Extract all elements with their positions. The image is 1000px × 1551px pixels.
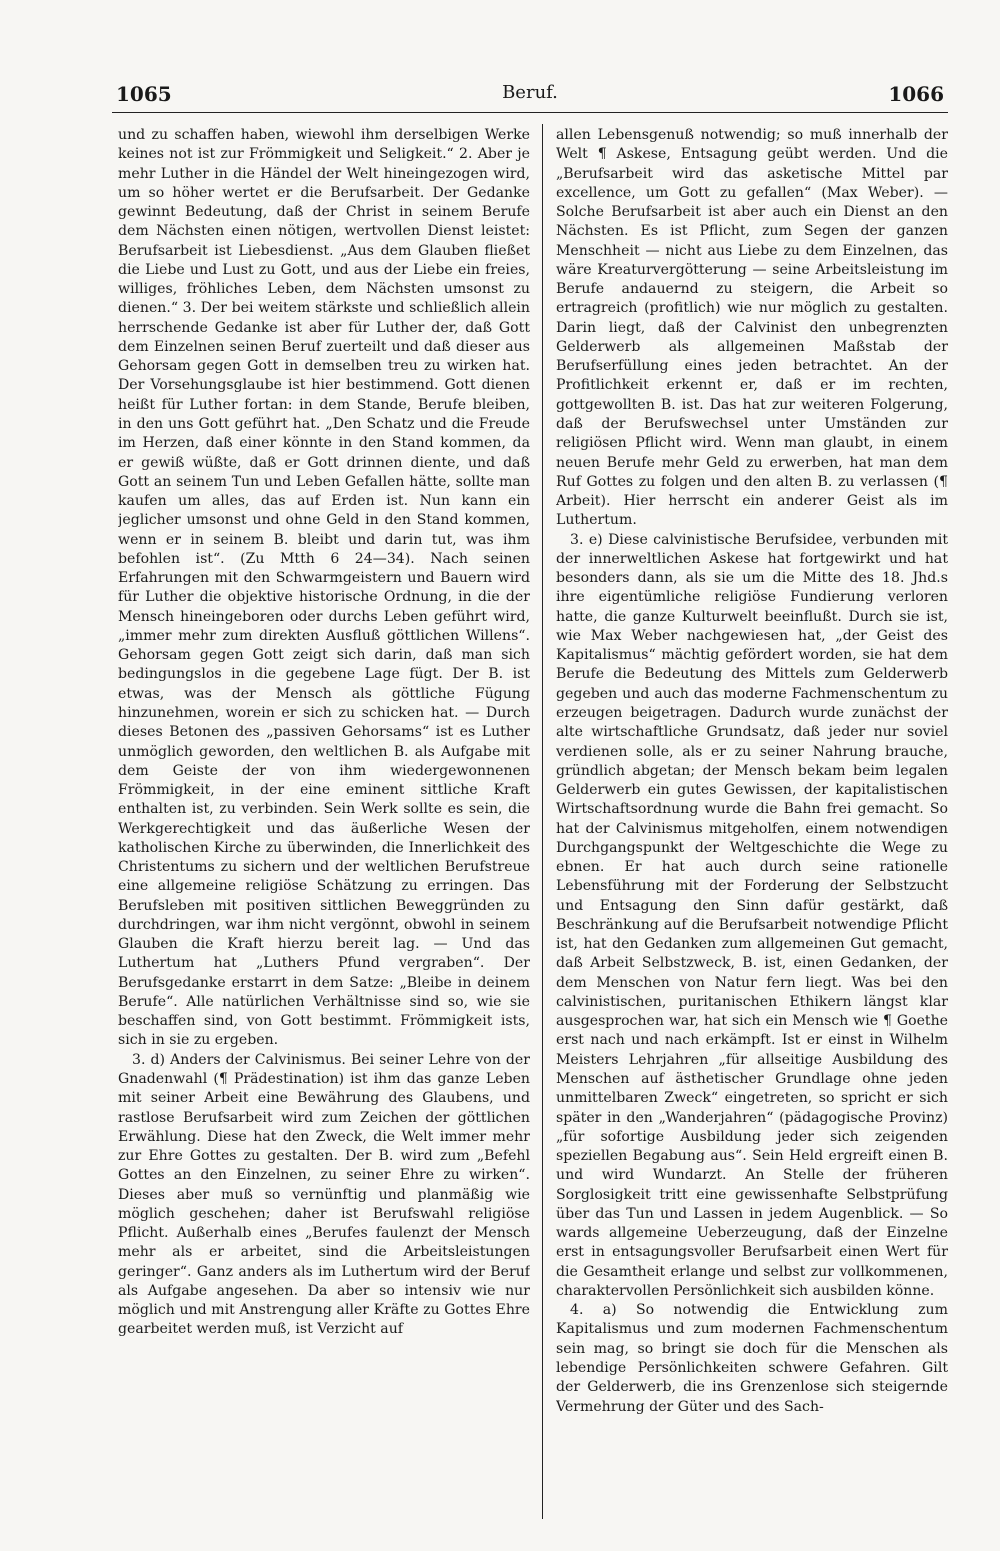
paragraph: allen Lebensgenuß notwendig; so muß innerhalb der Welt ¶ Askese, Entsagung geübt werden. Und die „Berufsarbeit wird das asketische Mittel par excellence, um Gott zu gefallen“ (Max Weber). — Solche Berufsarbeit ist aber auch ein Dienst an den Nächsten. Es ist Pflicht, zum Segen der ganzen Menschheit — nicht aus Liebe zu dem Einzelnen, das wäre Kreaturvergötterung — seine Arbeitsleistung im Berufe andauernd zu steigern, die Arbeit so ertragreich (profitlich) wie nur möglich zu gestalten. Darin liegt, daß der Calvinist den unbegrenzten Gelderwerb als allgemeinen Maßstab der Berufserfüllung eines jeden betrachtet. An der Profitlichkeit erkennt er, daß er im rechten, gottgewollten B. ist. Das hat zur weiteren Folgerung, daß der Berufswechsel unter Umständen zur religiösen Pflicht wird. Wenn man glaubt, in einem neuen Berufe mehr Geld zu erwerben, hat man dem Ruf Gottes zu folgen und den alten B. zu verlassen (¶ Arbeit). Hier herrscht ein anderer Geist als im Luthertum. — [556, 127, 948, 529]
header-title: Beruf. — [502, 82, 558, 103]
left-page-number: 1065 — [116, 82, 172, 106]
paragraph: 3. d) Anders der Calvinismus. Bei seiner Lehre von der Gnadenwahl (¶ Prädestination) ist ihm das ganze Leben mit seiner Arbeit eine Bewährung des Glaubens, und rastlose Berufsarbeit wird zum Zeichen der göttlichen Erwählung. Diese hat den Zweck, die Welt immer mehr zur Ehre Gottes zu gestalten. Der B. wird zum „Befehl Gottes an den Einzelnen, zu seiner Ehre zu wirken“. Dieses aber muß so vernünftig und planmäßig wie möglich geschehen; daher ist Berufswahl religiöse Pflicht. Außerhalb eines „Berufes faulenzt der Mensch mehr als er arbeitet, sind die Arbeitsleistungen geringer“. Ganz anders als im Luthertum wird der Beruf als Aufgabe angesehen. Da aber so intensiv wie nur möglich und mit Anstrengung aller Kräfte zu Gottes Ehre gearbeitet werden muß, ist Verzicht auf — [118, 1051, 530, 1338]
right-page-number: 1066 — [888, 82, 944, 106]
right-column — [556, 126, 948, 1516]
paragraph: und zu schaffen haben, wiewohl ihm derselbigen Werke keines not ist zur Frömmigkeit und Seligkeit.“ 2. Aber je mehr Luther in die Händel der Welt hineingezogen wird, um so höher wertet er die Berufsarbeit. Der Gedanke gewinnt Bedeutung, daß der Christ in seinem Berufe dem Nächsten einen nötigen, wertvollen Dienst leistet: Berufsarbeit ist Liebesdienst. „Aus dem Glauben fließet die Liebe und Lust zu Gott, und aus der Liebe ein freies, williges, fröhliches Leben, dem Nächsten umsonst zu dienen.“ 3. Der bei weitem stärkste und schließlich allein herrschende Gedanke ist aber für Luther der, daß Gott dem Einzelnen seinen Beruf zuerteilt und daß dieser aus Gehorsam gegen Gott in demselben treu zu wirken hat. Der Vorsehungsglaube ist hier bestimmend. Gott dienen heißt für Luther fortan: in dem Stande, Berufe bleiben, in den uns Gott geführt hat. „Den Schatz und die Freude im Herzen, daß einer könnte in den Stand kommen, da er gewiß wüßte, daß er Gott drinnen diente, und daß Gott an seinem Tun und Leben Gefallen hätte, sollte man kaufen um alles, das auf Erden ist. Nun kann ein jeglicher umsonst und ohne Geld in den Stand kommen, wenn er in seinem B. bleibt und darin tut, was ihm befohlen ist“. (Zu Mtth 6 24—34). Nach seinen Erfahrungen mit den Schwarmgeistern und Bauern wird für Luther die objektive historische Ordnung, in die der Mensch hineingeboren oder durchs Leben geführt wird, „immer mehr zum direkten Ausfluß göttlichen Willens“. Gehorsam gegen Gott zeigt sich darin, daß man sich bedingungslos in die gegebene Lage fügt. Der B. ist etwas, was der Mensch als göttliche Fügung hinzunehmen, worein er sich zu schicken hat. — Durch dieses Betonen des „passiven Gehorsams“ ist es Luther unmöglich geworden, den weltlichen B. als Aufgabe mit dem Geiste der von ihm wiedergewonnenen Frömmigkeit, in der eine eminent sittliche Kraft enthalten ist, zu verbinden. Sein Werk sollte es sein, die Werkgerechtigkeit und das äußerliche Wesen der katholischen Kirche zu überwinden, die Innerlichkeit des Christentums zu sichern und der weltlichen Berufstreue eine allgemeine religiöse Schätzung zu erringen. Das Berufsleben mit positiven sittlichen Beweggründen zu durchdringen, war ihm nicht vergönnt, obwohl in seinem Glauben die Kraft hierzu bereit lag. — Und das Luthertum hat „Luthers Pfund vergraben“. Der Berufsgedanke erstarrt in dem Satze: „Bleibe in deinem Berufe“. Alle natürlichen Verhältnisse sind so, wie sie beschaffen sind, von Gott bestimmt. Frömmigkeit ists, sich in sie zu ergeben. — [118, 127, 530, 1049]
running-header — [112, 80, 948, 113]
paragraph: 4. a) So notwendig die Entwicklung zum Kapitalismus und zum modernen Fachmenschentum sein mag, so bringt sie doch für die Menschen als lebendige Persönlichkeiten schwere Gefahren. Gilt der Gelderwerb, die ins Grenzenlose sich steigernde Vermehrung der Güter und des Sach- — [556, 1302, 948, 1415]
paragraph: 3. e) Diese calvinistische Berufsidee, verbunden mit der innerweltlichen Askese hat fortgewirkt und hat besonders dann, als sie um die Mitte des 18. Jhd.s ihre eigentümliche religiöse Fundierung verloren hatte, die ganze Kulturwelt beeinflußt. Durch sie ist, wie Max Weber nachgewiesen hat, „der Geist des Kapitalismus“ mächtig gefördert worden, sie hat dem Berufe die Bedeutung des Mittels zum Gelderwerb gegeben und auch das moderne Fachmenschentum zu erzeugen beigetragen. Dadurch wurde zunächst der alte wirtschaftliche Grundsatz, daß jeder nur soviel verdienen solle, als er zu seiner Nahrung brauche, gründlich abgetan; der Mensch bekam beim legalen Gelderwerb ein gutes Gewissen, der kapitalistischen Wirtschaftsordnung wurde die Bahn frei gemacht. So hat der Calvinismus mitgeholfen, einem notwendigen Durchgangspunkt der Weltgeschichte die Wege zu ebnen. Er hat auch durch seine rationelle Lebensführung mit der Forderung der Selbstzucht und Entsagung den Sinn dafür gestärkt, daß Beschränkung auf die Berufsarbeit notwendige Pflicht ist, hat den Gedanken zum allgemeinen Gut gemacht, daß Arbeit Selbstzweck, B. ist, einen Gedanken, der dem Menschen von Natur fern liegt. Was bei den calvinistischen, puritanischen Ethikern längst klar ausgesprochen war, hat sich ein Mensch wie ¶ Goethe erst nach und nach erkämpft. Ist er einst in Wilhelm Meisters Lehrjahren „für allseitige Ausbildung des Menschen auf ästhetischer Grundlage ohne jeden unmittelbaren Zweck“ eingetreten, so spricht er sich später in den „Wanderjahren“ (pädagogische Provinz) „für sofortige Ausbildung jeder sich zeigenden speziellen Begabung aus“. Sein Held ergreift einen B. und wird Wundarzt. An Stelle der früheren Sorglosigkeit tritt eine gewissenhafte Selbstprüfung über das Tun und Lassen in jedem Augenblick. — So wards allgemeine Ueberzeugung, daß der Einzelne erst in entsagungsvoller Berufsarbeit einen Wert für die Gesamtheit erlange und selbst zur vollkommenen, charaktervollen Persönlichkeit sich ausbilden könne. — [556, 531, 948, 1299]
column-divider — [542, 124, 543, 1519]
left-column — [118, 126, 530, 1516]
